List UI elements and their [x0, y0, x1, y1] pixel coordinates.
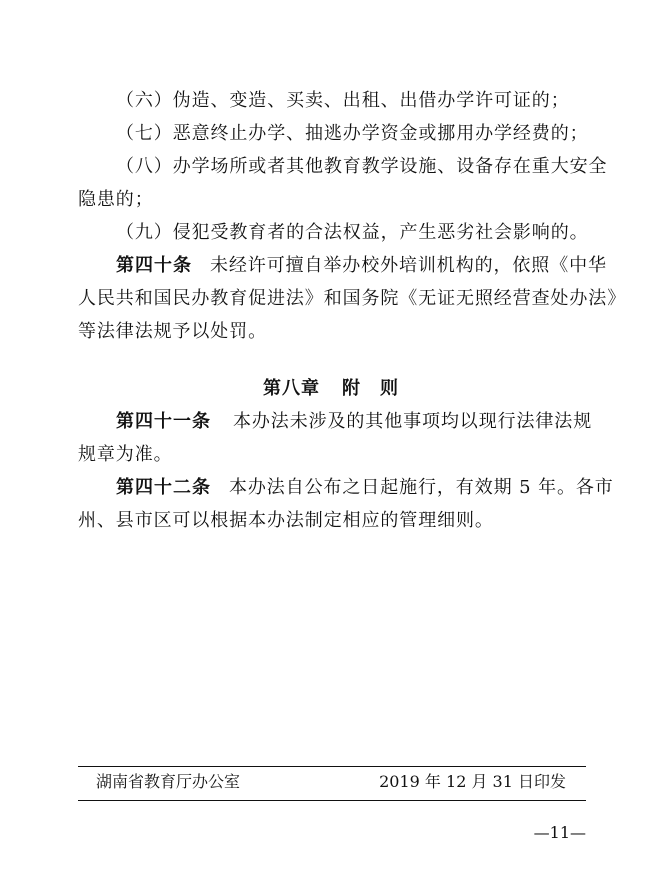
footer-issuer: 湖南省教育厅办公室 [96, 772, 241, 791]
footer-bottom-rule [78, 800, 586, 801]
article-41-line-1 [116, 410, 592, 434]
article-42-line-1 [116, 476, 614, 500]
page-number: —11— [533, 823, 586, 842]
footer-top-rule [78, 766, 586, 767]
article-40-text-1: 未经许可擅自举办校外培训机构的，依照《中华 [210, 255, 607, 276]
chapter-number: 第八章 [263, 378, 320, 399]
article-42-line-2: 州、县市区可以根据本办法制定相应的管理细则。 [78, 510, 494, 531]
chapter-title: 附 则 [342, 378, 399, 399]
article-40-line-2: 人民共和国民办教育促进法》和国务院《无证无照经营查处办法》 [78, 288, 627, 309]
item-6: （六）伪造、变造、买卖、出租、出借办学许可证的； [116, 90, 570, 111]
footer-date: 2019 年 12 月 31 日印发 [379, 772, 566, 791]
article-41-number: 第四十一条 [116, 411, 211, 432]
item-7: （七）恶意终止办学、抽逃办学资金或挪用办学经费的； [116, 123, 589, 144]
item-8-line-2: 隐患的； [78, 189, 154, 210]
article-40-line-1 [116, 254, 607, 278]
article-41-line-2: 规章为准。 [78, 444, 173, 465]
article-40-line-3: 等法律法规予以处罚。 [78, 321, 267, 342]
article-42-number: 第四十二条 [116, 477, 211, 498]
article-42-text-1: 本办法自公布之日起施行，有效期 5 年。各市 [229, 477, 614, 498]
chapter-heading [0, 377, 662, 401]
item-9: （九）侵犯受教育者的合法权益，产生恶劣社会影响的。 [116, 222, 589, 243]
article-40-number: 第四十条 [116, 255, 192, 276]
article-41-text-1: 本办法未涉及的其他事项均以现行法律法规 [233, 411, 593, 432]
item-8-line-1: （八）办学场所或者其他教育教学设施、设备存在重大安全 [116, 156, 608, 177]
